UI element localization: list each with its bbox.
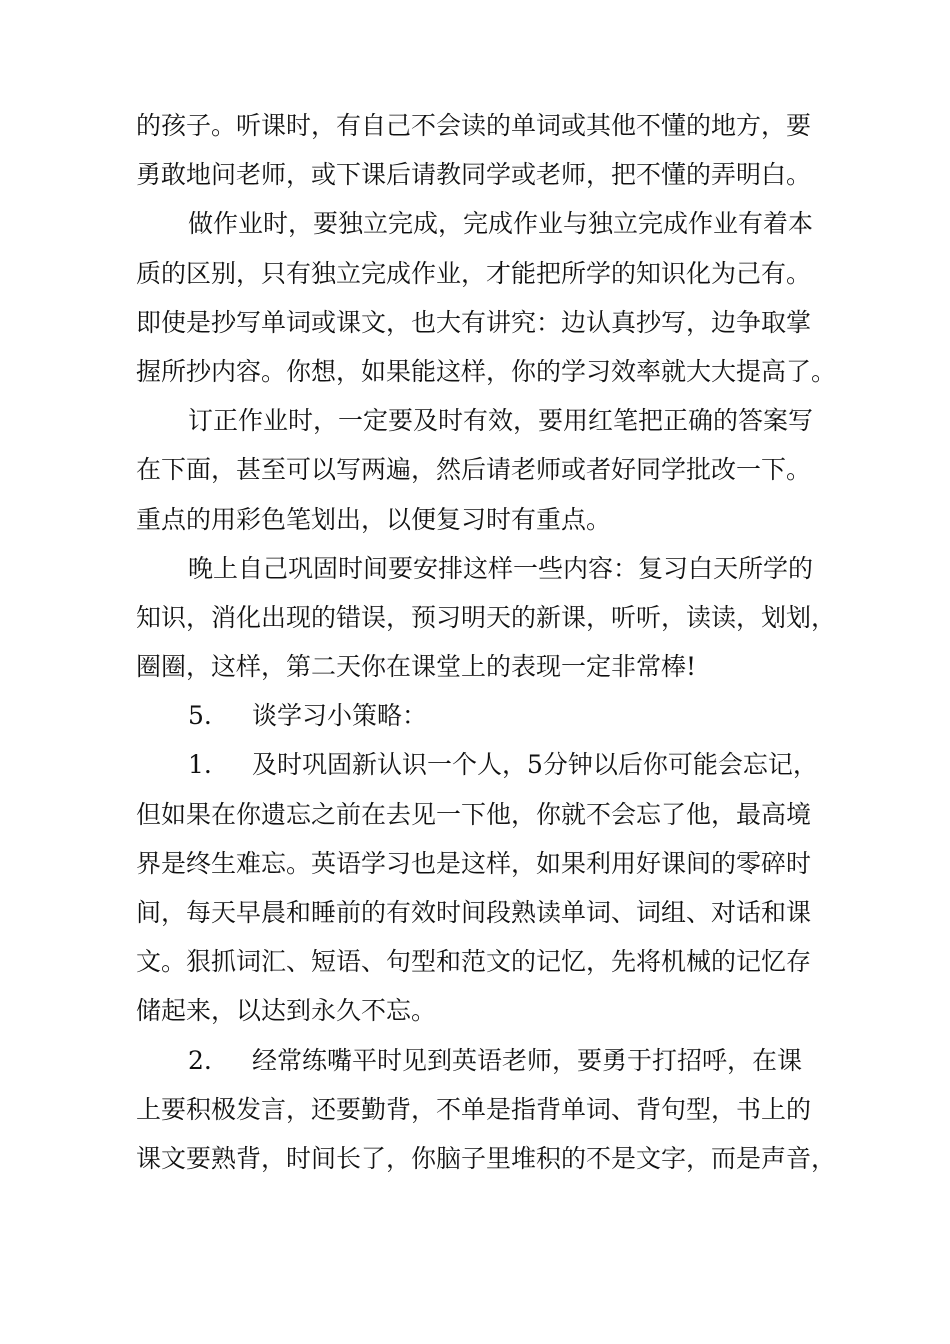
list-number: 5. [188,701,212,731]
paragraph-start-line: 订正作业时，一定要及时有效，要用红笔把正确的答案写 [188,406,814,436]
text-line: 上要积极发言，还要勤背，不单是指背单词、背句型，书上的 [136,1094,812,1124]
text-line: 的孩子。听课时，有自己不会读的单词或其他不懂的地方，要 [136,111,812,140]
list-item-text: 经常练嘴平时见到英语老师，要勇于打招呼，在课 [252,1045,803,1075]
text-line: 勇敢地问老师，或下课后请教同学或老师，把不懂的弄明白。 [136,160,812,190]
list-item-text: 及时巩固新认识一个人，5分钟以后你可能会忘记， [252,750,818,780]
list-number: 1. [188,750,212,780]
text-line: 课文要熟背，时间长了，你脑子里堆积的不是文字，而是声音， [136,1143,837,1173]
text-line: 圈圈，这样，第二天你在课堂上的表现一定非常棒! [136,652,697,682]
text-line: 质的区别，只有独立完成作业，才能把所学的知识化为己有。 [136,258,812,288]
text-line: 间，每天早晨和睡前的有效时间段熟读单词、词组、对话和课 [136,898,812,927]
text-line: 在下面，甚至可以写两遍，然后请老师或者好同学批改一下。 [136,455,812,485]
list-item-text: 谈学习小策略： [252,701,428,731]
text-line: 储起来，以达到永久不忘。 [136,996,437,1026]
text-line: 文。狠抓词汇、短语、句型和范文的记忆，先将机械的记忆存 [136,947,812,977]
paragraph-start-line: 做作业时，要独立完成，完成作业与独立完成作业有着本 [188,209,814,239]
paragraph-start-line: 晚上自己巩固时间要安排这样一些内容：复习白天所学的 [188,553,814,583]
document-body [136,101,856,1183]
list-number: 2. [188,1045,212,1075]
text-line: 即使是抄写单词或课文，也大有讲究：边认真抄写，边争取掌 [136,307,812,337]
text-line: 重点的用彩色笔划出，以便复习时有重点。 [136,504,612,534]
numbered-item-line [136,1036,856,1085]
text-line: 但如果在你遗忘之前在去见一下他，你就不会忘了他，最高境 [136,799,812,829]
text-line: 界是终生难忘。英语学习也是这样，如果利用好课间的零碎时 [136,848,812,878]
numbered-heading-line [136,691,856,740]
text-line: 握所抄内容。你想，如果能这样，你的学习效率就大大提高了。 [136,356,837,386]
text-line: 知识，消化出现的错误，预习明天的新课，听听，读读，划划， [136,602,837,632]
numbered-item-line [136,740,856,789]
